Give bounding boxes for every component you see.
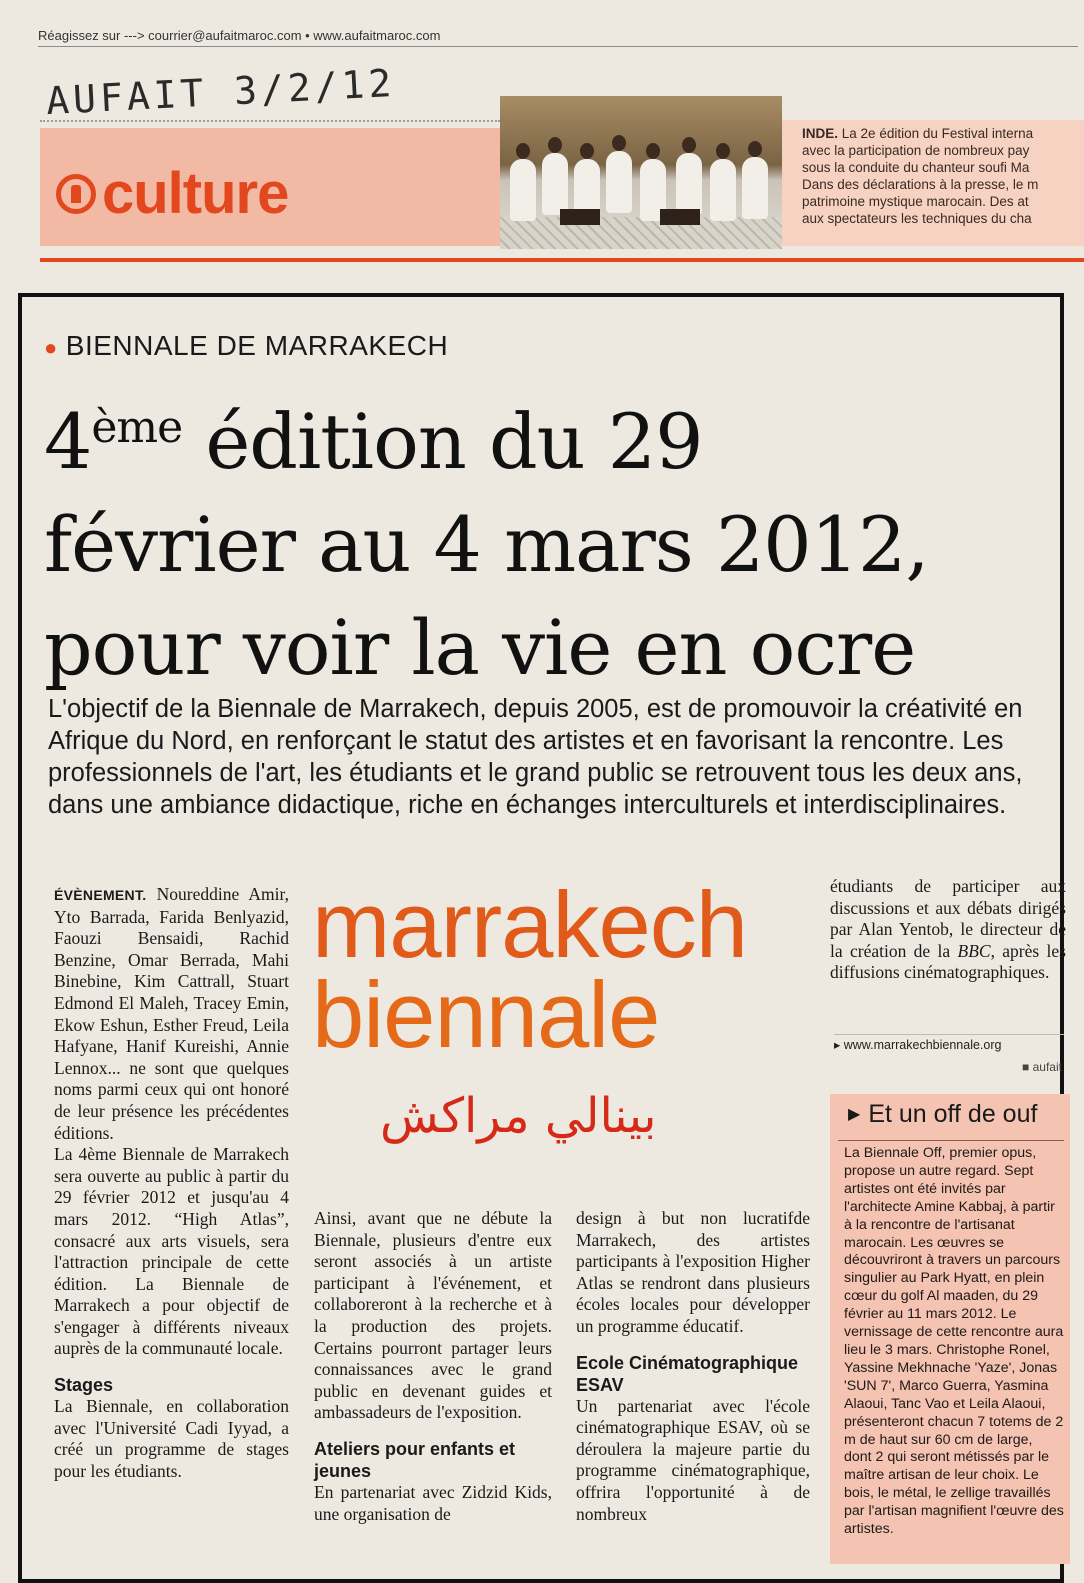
sidebar-rule bbox=[838, 1140, 1064, 1141]
contact-text: Réagissez sur ---> courrier@aufaitmaroc.com • www.aufaitmaroc.com bbox=[38, 28, 441, 43]
brief-line: avec la participation de nombreux pay bbox=[802, 143, 1030, 158]
paragraph: En partenariat avec Zidzid Kids, une organisation de bbox=[314, 1481, 552, 1524]
section-label bbox=[56, 160, 288, 227]
bbc-name: BBC bbox=[957, 940, 991, 961]
subheading: Stages bbox=[54, 1375, 114, 1396]
photo-credit: ■ aufait bbox=[1022, 1060, 1062, 1074]
headline-line: édition du 29 bbox=[182, 397, 703, 486]
biennale-logo-line2: biennale bbox=[312, 962, 660, 1067]
article-headline bbox=[44, 390, 1054, 699]
headline-num: 4 bbox=[44, 397, 92, 486]
brief-lead: INDE. bbox=[802, 126, 839, 141]
handwritten-note: AUFAIT 3/2/12 bbox=[45, 60, 397, 124]
credit-text: aufait bbox=[1032, 1060, 1062, 1074]
sidebar-title-text: Et un off de ouf bbox=[868, 1100, 1038, 1128]
article-kicker bbox=[44, 330, 448, 362]
article-column-2 bbox=[314, 1208, 552, 1525]
article-standfirst: L'objectif de la Biennale de Marrakech, depuis 2005, est de promouvoir la créativité en Afrique du Nord, en renforçant le statut des artistes et en favorisant la rencontre. Les professionnels de l'art, les étudiants et le grand public se retrouvent tous les deux ans, dans une ambiance didactique, riche en échanges interculturels et interdisciplinaires. bbox=[48, 695, 1023, 819]
website-text: www.marrakechbiennale.org bbox=[843, 1038, 1002, 1052]
contact-line bbox=[38, 28, 440, 43]
section-rule bbox=[40, 258, 1084, 262]
article-column-1 bbox=[54, 884, 289, 1482]
culture-icon bbox=[56, 174, 96, 214]
brief-line: aux spectateurs les techniques du cha bbox=[802, 211, 1032, 226]
brief-photo bbox=[500, 96, 782, 249]
subheading: Ateliers pour enfants et jeunes bbox=[314, 1438, 516, 1481]
article-column-3 bbox=[576, 1208, 810, 1525]
headline-line: février au 4 mars 2012, bbox=[44, 500, 929, 589]
paragraph: design à but non lucratifde Marrakech, des artistes participants à l'exposition Higher Atlas se rendront dans plusieurs écoles locales pour développer un programme éducatif. bbox=[576, 1208, 810, 1336]
paragraph: Ainsi, avant que ne débute la Biennale, plusieurs d'entre eux seront associés à un artiste participant à l'événement, et collaboreront à la recherche et à la production des projets. Certains pourront partager leurs connaissances avec le grand public en devenant guides et ambassadeurs de l'exposition. bbox=[314, 1208, 552, 1423]
section-label-text: culture bbox=[102, 161, 289, 226]
brief-line: Dans des déclarations à la presse, le m bbox=[802, 177, 1039, 192]
sidebar-text: La Biennale Off, premier opus, propose un autre regard. Sept artistes ont été invités par l'architecte Amine Kabbaj, à partir à la rencontre de l'artisanat marocain. Les œuvres se découvriront à travers un parcours singulier au Park Hyatt, en plein cœur du golf Al maaden, du 29 février au 11 mars 2012. Le vernissage de cette rencontre aura lieu le 3 mars. Christophe Ronel, Yassine Mekhnache 'Yaze', Jonas 'SUN 7', Marco Guerra, Yasmina Alaoui, Tanc Vao et Leila Alaoui, présenteront chacun 7 totems de 2 m de haut sur 60 cm de large, dont 2 qui seront métissés par le maître artisan de leur choix. Le bois, le métal, le zellige travaillés par l'artisan magnifient l'œuvre des artistes. bbox=[844, 1145, 1064, 1538]
sidebar-title bbox=[848, 1100, 1037, 1129]
column-lead: ÉVÈNEMENT. bbox=[54, 887, 147, 903]
bullet-icon: ● bbox=[44, 335, 58, 360]
paragraph: La Biennale, en collaboration avec l'Université Cadi Iyyad, a créé un programme de stages pour les étudiants. bbox=[54, 1396, 289, 1481]
arrow-icon: ▶ bbox=[848, 1106, 861, 1123]
paragraph: La 4ème Biennale de Marrakech sera ouverte au public à partir du 29 février 2012 et jusqu'au 4 mars 2012. “High Atlas”, consacré aux arts visuels, sera l'attraction principale de cette édition. La Biennale de Marrakech a pour objectif de s'engager à différents niveaux auprès de la communauté locale. bbox=[54, 1144, 289, 1359]
website-link[interactable]: ▸ www.marrakechbiennale.org bbox=[834, 1034, 1064, 1052]
header-divider bbox=[38, 46, 1078, 47]
brief-line: patrimoine mystique marocain. Des at bbox=[802, 194, 1029, 209]
biennale-logo-arabic: بينالي مراكش bbox=[380, 1088, 657, 1144]
brief-line: La 2e édition du Festival interna bbox=[841, 126, 1034, 141]
paragraph: Un partenariat avec l'école cinématographique ESAV, où se déroulera la majeure partie du programme cinématographique, offrira l'opportunité à de nombreux bbox=[576, 1395, 810, 1524]
headline-line: pour voir la vie en ocre bbox=[44, 603, 916, 692]
paragraph: Noureddine Amir, Yto Barrada, Farida Benlyazid, Faouzi Bensaidi, Rachid Benzine, Omar Berrada, Mahi Binebine, Kim Cattrall, Stuart Edmond El Maleh, Tracey Emin, Ekow Eshun, Esther Freud, Leila Hafyane, Hanif Kureishi, Annie Lennox... ne sont que quelques noms parmi ceux qui ont honoré de leur présence les précédentes éditions. bbox=[54, 884, 290, 1143]
biennale-logo-line1: marrakech bbox=[312, 872, 748, 977]
paragraph: étudiants de participer aux discussions et aux débats dirigés par Alan Yentob, le directeur de la création de la bbox=[830, 876, 1066, 961]
dotted-divider bbox=[40, 120, 500, 122]
brief-line: sous la conduite du chanteur soufi Ma bbox=[802, 160, 1030, 175]
subheading: Ecole Cinématographique ESAV bbox=[576, 1352, 799, 1395]
headline-sup: ème bbox=[91, 402, 183, 453]
article-column-4 bbox=[830, 876, 1066, 984]
paragraph: , après les diffusions cinématographiques. bbox=[830, 940, 1066, 983]
side-brief bbox=[802, 125, 1084, 227]
kicker-text: BIENNALE DE MARRAKECH bbox=[65, 330, 449, 361]
